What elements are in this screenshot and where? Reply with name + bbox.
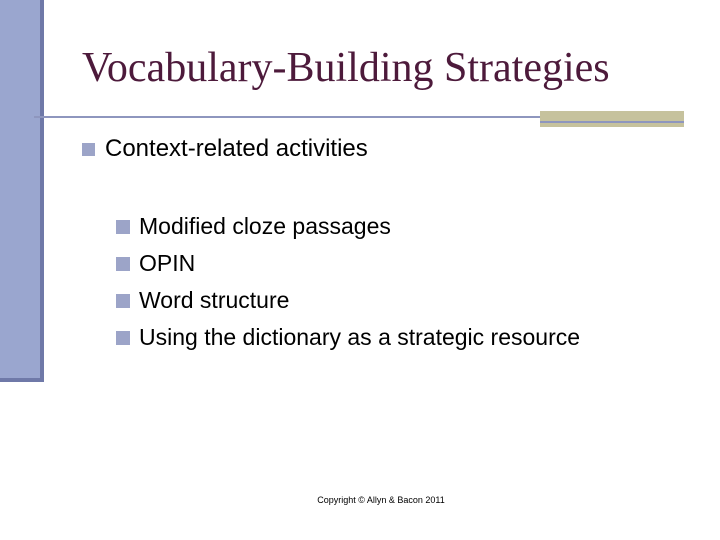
sub-bullet-list [116, 208, 580, 356]
square-bullet-icon [116, 220, 130, 234]
square-bullet-icon [82, 143, 95, 156]
sub-bullet-item [116, 208, 580, 245]
sub-bullet-text: OPIN [139, 250, 196, 276]
left-decorative-bar [0, 0, 44, 382]
square-bullet-icon [116, 331, 130, 345]
sub-bullet-item [116, 319, 580, 356]
sub-bullet-item [116, 245, 580, 282]
sub-bullet-text: Word structure [139, 287, 290, 313]
main-bullet-text: Context-related activities [105, 135, 368, 162]
main-bullet [82, 134, 368, 164]
divider-accent-block [540, 111, 684, 127]
sub-bullet-text: Modified cloze passages [139, 213, 391, 239]
copyright-footer: Copyright © Allyn & Bacon 2011 [317, 495, 445, 505]
sub-bullet-item [116, 282, 580, 319]
divider-accent-line [540, 121, 684, 123]
square-bullet-icon [116, 294, 130, 308]
sub-bullet-text: Using the dictionary as a strategic resource [139, 324, 581, 350]
square-bullet-icon [116, 257, 130, 271]
slide-title: Vocabulary-Building Strategies [82, 45, 610, 91]
